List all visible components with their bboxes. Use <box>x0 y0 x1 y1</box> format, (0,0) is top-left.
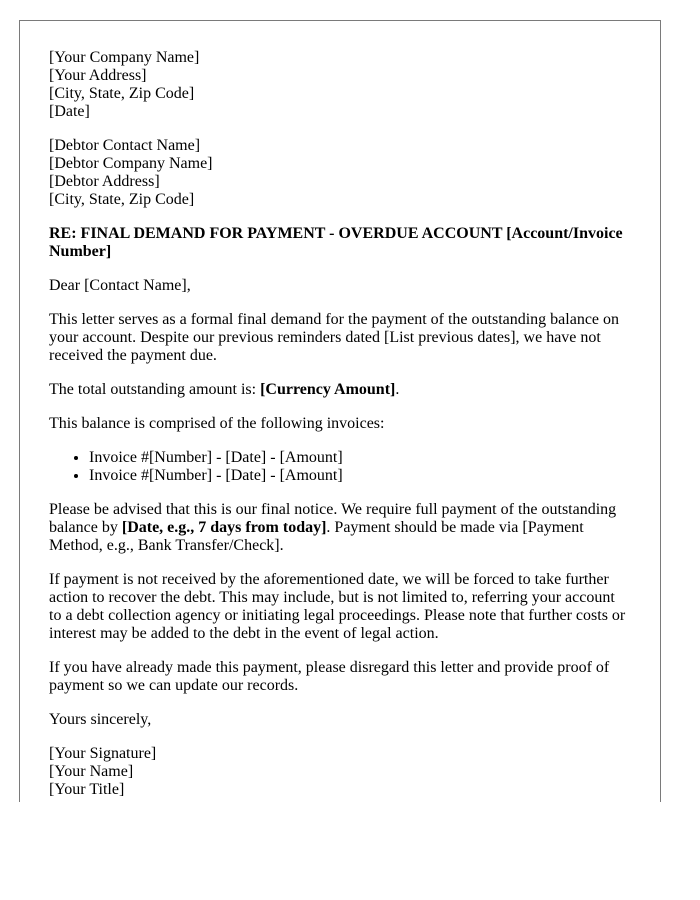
invoices-intro: This balance is comprised of the following invoices: <box>49 415 385 432</box>
paragraph-disregard: If you have already made this payment, please disregard this letter and provide proof of payment so we can update our records. <box>49 659 610 694</box>
invoice-list-item: • Invoice #[Number] - [Date] - [Amount] <box>89 449 631 467</box>
paragraph-final-demand: This letter serves as a formal final demand for the payment of the outstanding balance on your account. Despite our previous reminders dated [List previous dates], we have not received the payment due. <box>49 311 620 364</box>
letter-page <box>19 20 661 802</box>
sender-company: [Your Company Name] <box>49 49 200 66</box>
signer-name: [Your Name] <box>49 763 134 780</box>
currency-amount: [Currency Amount] <box>260 381 396 398</box>
recipient-address-block <box>49 137 631 209</box>
salutation: Dear [Contact Name], <box>49 277 191 294</box>
recipient-city-state-zip: [City, State, Zip Code] <box>49 191 195 208</box>
final-notice-suffix: . Payment should be made via [Payment Method, e.g., Bank Transfer/Check]. <box>49 519 584 554</box>
amount-suffix: . <box>395 381 400 398</box>
invoice-list-item: • Invoice #[Number] - [Date] - [Amount] <box>89 467 631 485</box>
sender-city-state-zip: [City, State, Zip Code] <box>49 85 195 102</box>
paragraph-final-notice <box>49 501 631 555</box>
payment-deadline: [Date, e.g., 7 days from today] <box>121 519 327 536</box>
signer-title: [Your Title] <box>49 781 125 798</box>
invoice-list <box>49 449 631 485</box>
sender-address-block <box>49 49 631 121</box>
signature-placeholder: [Your Signature] <box>49 745 157 762</box>
letter-date: [Date] <box>49 103 90 120</box>
recipient-contact-name: [Debtor Contact Name] <box>49 137 201 154</box>
amount-prefix: The total outstanding amount is: <box>49 381 261 398</box>
recipient-address: [Debtor Address] <box>49 173 160 190</box>
subject-line: RE: FINAL DEMAND FOR PAYMENT - OVERDUE ACCOUNT [Account/Invoice Number] <box>49 225 623 260</box>
sender-address: [Your Address] <box>49 67 147 84</box>
signature-block <box>49 745 631 799</box>
outstanding-amount-line <box>49 381 631 399</box>
paragraph-further-action: If payment is not received by the aforementioned date, we will be forced to take further action to recover the debt. This may include, but is not limited to, referring your account to a debt collection agency or initiating legal proceedings. Please note that further costs or interest may be added to the debt in the event of legal action. <box>49 571 626 642</box>
closing: Yours sincerely, <box>49 711 152 728</box>
recipient-company-name: [Debtor Company Name] <box>49 155 213 172</box>
final-notice-prefix: Please be advised that this is our final notice. We require full payment of the outstanding balance by <box>49 501 617 536</box>
